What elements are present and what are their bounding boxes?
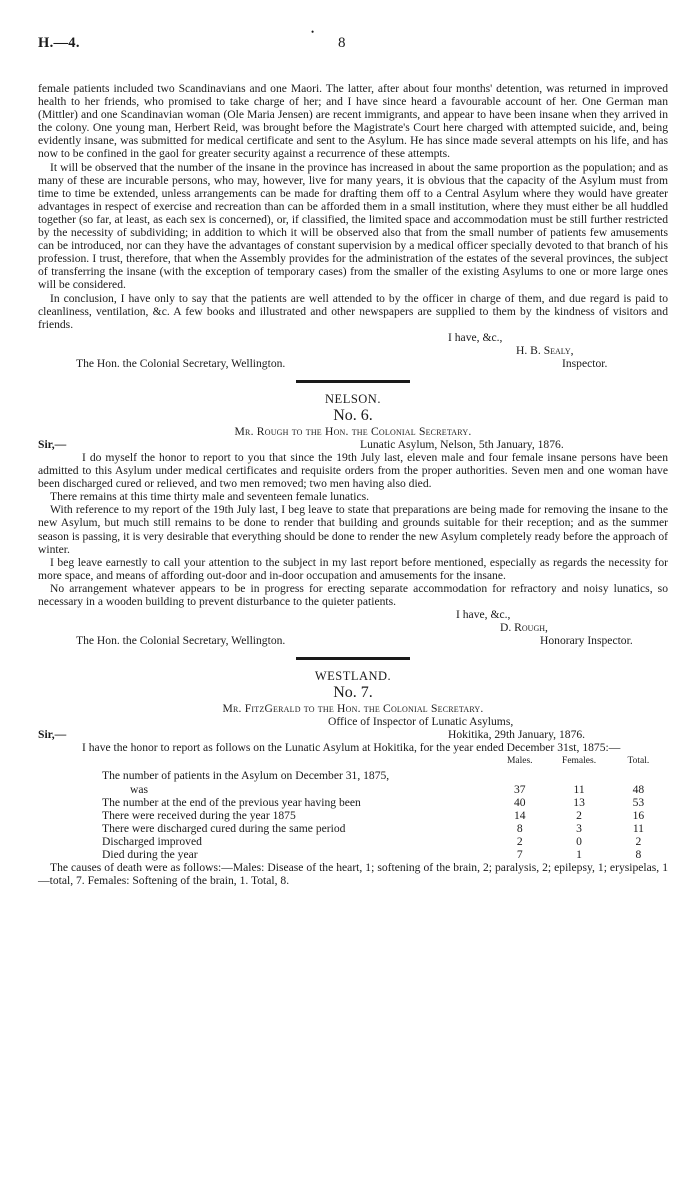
intro-closing-line: [38, 331, 668, 344]
cell-males: 40: [513, 795, 526, 809]
nelson-heading: NELSON.: [325, 391, 381, 406]
westland-dateline: Hokitika, 29th January, 1876.: [448, 728, 586, 742]
section-divider-1: [296, 380, 410, 383]
intro-signer-line: [38, 344, 668, 357]
nelson-paragraph-2: There remains at this time thirty male and seventeen female lunatics.: [50, 490, 370, 504]
cell-females: 3: [576, 821, 582, 835]
intro-paragraph-1: female patients included two Scandinavians and one Maori. The latter, after about four months' detention, was returned in improved health to her friends, who promised to take charge of her; and I have since heard a favourable account of her. One German man (Mittler) and one Scandinavian woman (Ole Maria Jensen) are recent immigrants, and appear to have been insane when they arrived in the colony. One young man, Herbert Reid, was brought before the Magistrate's Court here charged with attempted suicide, and, being evidently insane, was submitted for medical certificate and sent to the Asylum. He has since made several attempts on his life, and has now to be confined in the gaol for greater security against a recurrence of these attempts.: [38, 82, 668, 161]
cell-males: 8: [516, 821, 523, 835]
page-number: 8: [338, 35, 346, 51]
page-header: [20, 0, 652, 51]
row-label: The number of patients in the Asylum on December 31, 1875,: [102, 769, 390, 783]
nelson-addressee: The Hon. the Colonial Secretary, Wellington.: [76, 634, 286, 648]
cell-females: 0: [576, 834, 582, 848]
nelson-dateline: Lunatic Asylum, Nelson, 5th January, 1876.: [360, 437, 564, 451]
cell-total: 2: [635, 834, 642, 848]
cell-total: 48: [632, 782, 645, 796]
table-row: [102, 822, 668, 835]
table-row: [102, 783, 668, 796]
row-label: Discharged improved: [102, 834, 202, 848]
westland-salutation-line: [38, 728, 668, 741]
row-label: There were discharged cured during the same period: [102, 821, 346, 835]
intro-paragraph-3: In conclusion, I have only to say that the patients are well attended to by the officer in charge of them, and due regard is paid to cleanliness, ventilation, &c. A few books and illustrated and other newspapers are supplied to them by the kindness of visitors and friends.: [38, 291, 668, 331]
nelson-salutation: Sir,—: [38, 437, 67, 451]
intro-paragraph-2: It will be observed that the number of the insane in the province has increased in about the same proportion as the population; and as many of these are incurable persons, who may, however, live for many years, it is obvious that the capacity of the Asylum must from time to time be extended, unless arrangements can be made for drafting them off to a Central Asylum where they would have greater advantages in respect of exercise and recreation than can be afforded them in a small institution, where they must either be all huddled together (so far, at least, as each sex is concerned), or, if classified, the limited space and accommodation must be still further restricted by the necessity of subdividing; in addition to which it will be observed also that from the small number of patients few amusements can be introduced, nor can they have the advantages of constant supervision by a medical officer specially devoted to that branch of his profession. I trust, therefore, that when the Assembly provides for the administration of the estates of the several provinces, the subject of transferring the insane (with the exception of temporary cases) from the smaller of the existing Asylums to one or more large ones will be considered.: [38, 160, 668, 292]
nelson-paragraph-3: With reference to my report of the 19th July last, I beg leave to state that preparations are being made for removing the insane to the new Asylum, but much still remains to be done to render that building and grounds suitable for their reception; and as the summer season is passing, it is very desirable that everything should be done to render the new Asylum completely ready before the approach of winter.: [38, 503, 668, 556]
table-row: [102, 848, 668, 861]
column-header-males: Males.: [506, 756, 533, 767]
nelson-closing-line: [38, 608, 668, 621]
cell-males: 14: [513, 808, 526, 822]
westland-paragraph-2: The causes of death were as follows:—Males: Disease of the heart, 1; softening of the brain, 2; paralysis, 2; epilepsy, 1; erysipelas, 1—total, 7. Females: Softening of the brain, 1. Total, 8.: [38, 861, 668, 888]
nelson-salutation-line: [38, 438, 668, 451]
cell-total: 16: [632, 808, 645, 822]
table-row: [102, 809, 668, 822]
nelson-paragraph-4: I beg leave earnestly to call your attention to the subject in my last report before mentioned, especially as regards the necessity for more space, and means of affording out-door and in-door occupation and amusements for the insane.: [38, 555, 668, 582]
row-label-continued: was: [130, 782, 149, 796]
intro-signer: H. B. Sealy,: [516, 343, 574, 357]
westland-heading: WESTLAND.: [314, 669, 392, 684]
westland-office: Office of Inspector of Lunatic Asylums,: [328, 715, 514, 729]
cell-males: 37: [513, 782, 526, 796]
cell-males: 2: [516, 834, 523, 848]
nelson-closing: I have, &c.,: [456, 608, 511, 622]
nelson-signer-title: Honorary Inspector.: [540, 634, 633, 648]
page-body: [38, 82, 668, 887]
nelson-signer: D. Rough,: [500, 621, 548, 635]
nelson-paragraph-5: No arrangement whatever appears to be in progress for erecting separate accommodation for refractory and noisy lunatics, so necessary in a wooden building to prevent disturbance to the quieter patients.: [38, 581, 668, 608]
header-mark: •: [311, 27, 315, 37]
column-header-females: Females.: [562, 756, 597, 767]
cell-females: 2: [576, 808, 582, 822]
westland-salutation: Sir,—: [38, 728, 67, 742]
intro-closing: I have, &c.,: [448, 330, 503, 344]
column-header-total: Total.: [627, 756, 650, 767]
westland-from-to: Mr. FitzGerald to the Hon. the Colonial Secretary.: [222, 702, 484, 716]
cell-total: 11: [632, 821, 644, 835]
intro-signer-title: Inspector.: [562, 356, 608, 370]
intro-addressee-line: [38, 357, 668, 370]
document-reference: H.—4.: [38, 35, 80, 51]
section-divider-2: [296, 657, 410, 660]
table-row: [102, 835, 668, 848]
document-page: [20, 0, 668, 888]
cell-total: 8: [635, 848, 642, 862]
table-header-row: [102, 754, 668, 769]
westland-number: No. 7.: [333, 684, 373, 702]
westland-paragraph-1: I have the honor to report as follows on the Lunatic Asylum at Hokitika, for the year ended December 31st, 1875:—: [82, 741, 621, 755]
nelson-signer-line: [38, 621, 668, 634]
cell-females: 11: [573, 782, 585, 796]
cell-females: 1: [576, 848, 582, 862]
westland-office-line: [38, 715, 668, 728]
table-row: [102, 796, 668, 809]
cell-total: 53: [632, 795, 645, 809]
nelson-from-to: Mr. Rough to the Hon. the Colonial Secretary.: [234, 424, 472, 438]
nelson-number: No. 6.: [333, 406, 373, 424]
cell-females: 13: [573, 795, 585, 809]
cell-males: 7: [516, 848, 523, 862]
row-label: Died during the year: [102, 848, 198, 862]
row-label: There were received during the year 1875: [102, 808, 296, 822]
row-label: The number at the end of the previous year having been: [102, 795, 361, 809]
nelson-addressee-line: [38, 634, 668, 647]
nelson-paragraph-1: I do myself the honor to report to you that since the 19th July last, eleven male and four female insane persons have been admitted to this Asylum under medical certificates and requisite orders from the proper authorities. Seven men and one woman have been discharged cured or relieved, and two men removed; two men having also died.: [38, 450, 668, 491]
table-row: [102, 769, 668, 782]
patient-statistics-table: [102, 754, 668, 861]
intro-addressee: The Hon. the Colonial Secretary, Wellington.: [76, 356, 286, 370]
